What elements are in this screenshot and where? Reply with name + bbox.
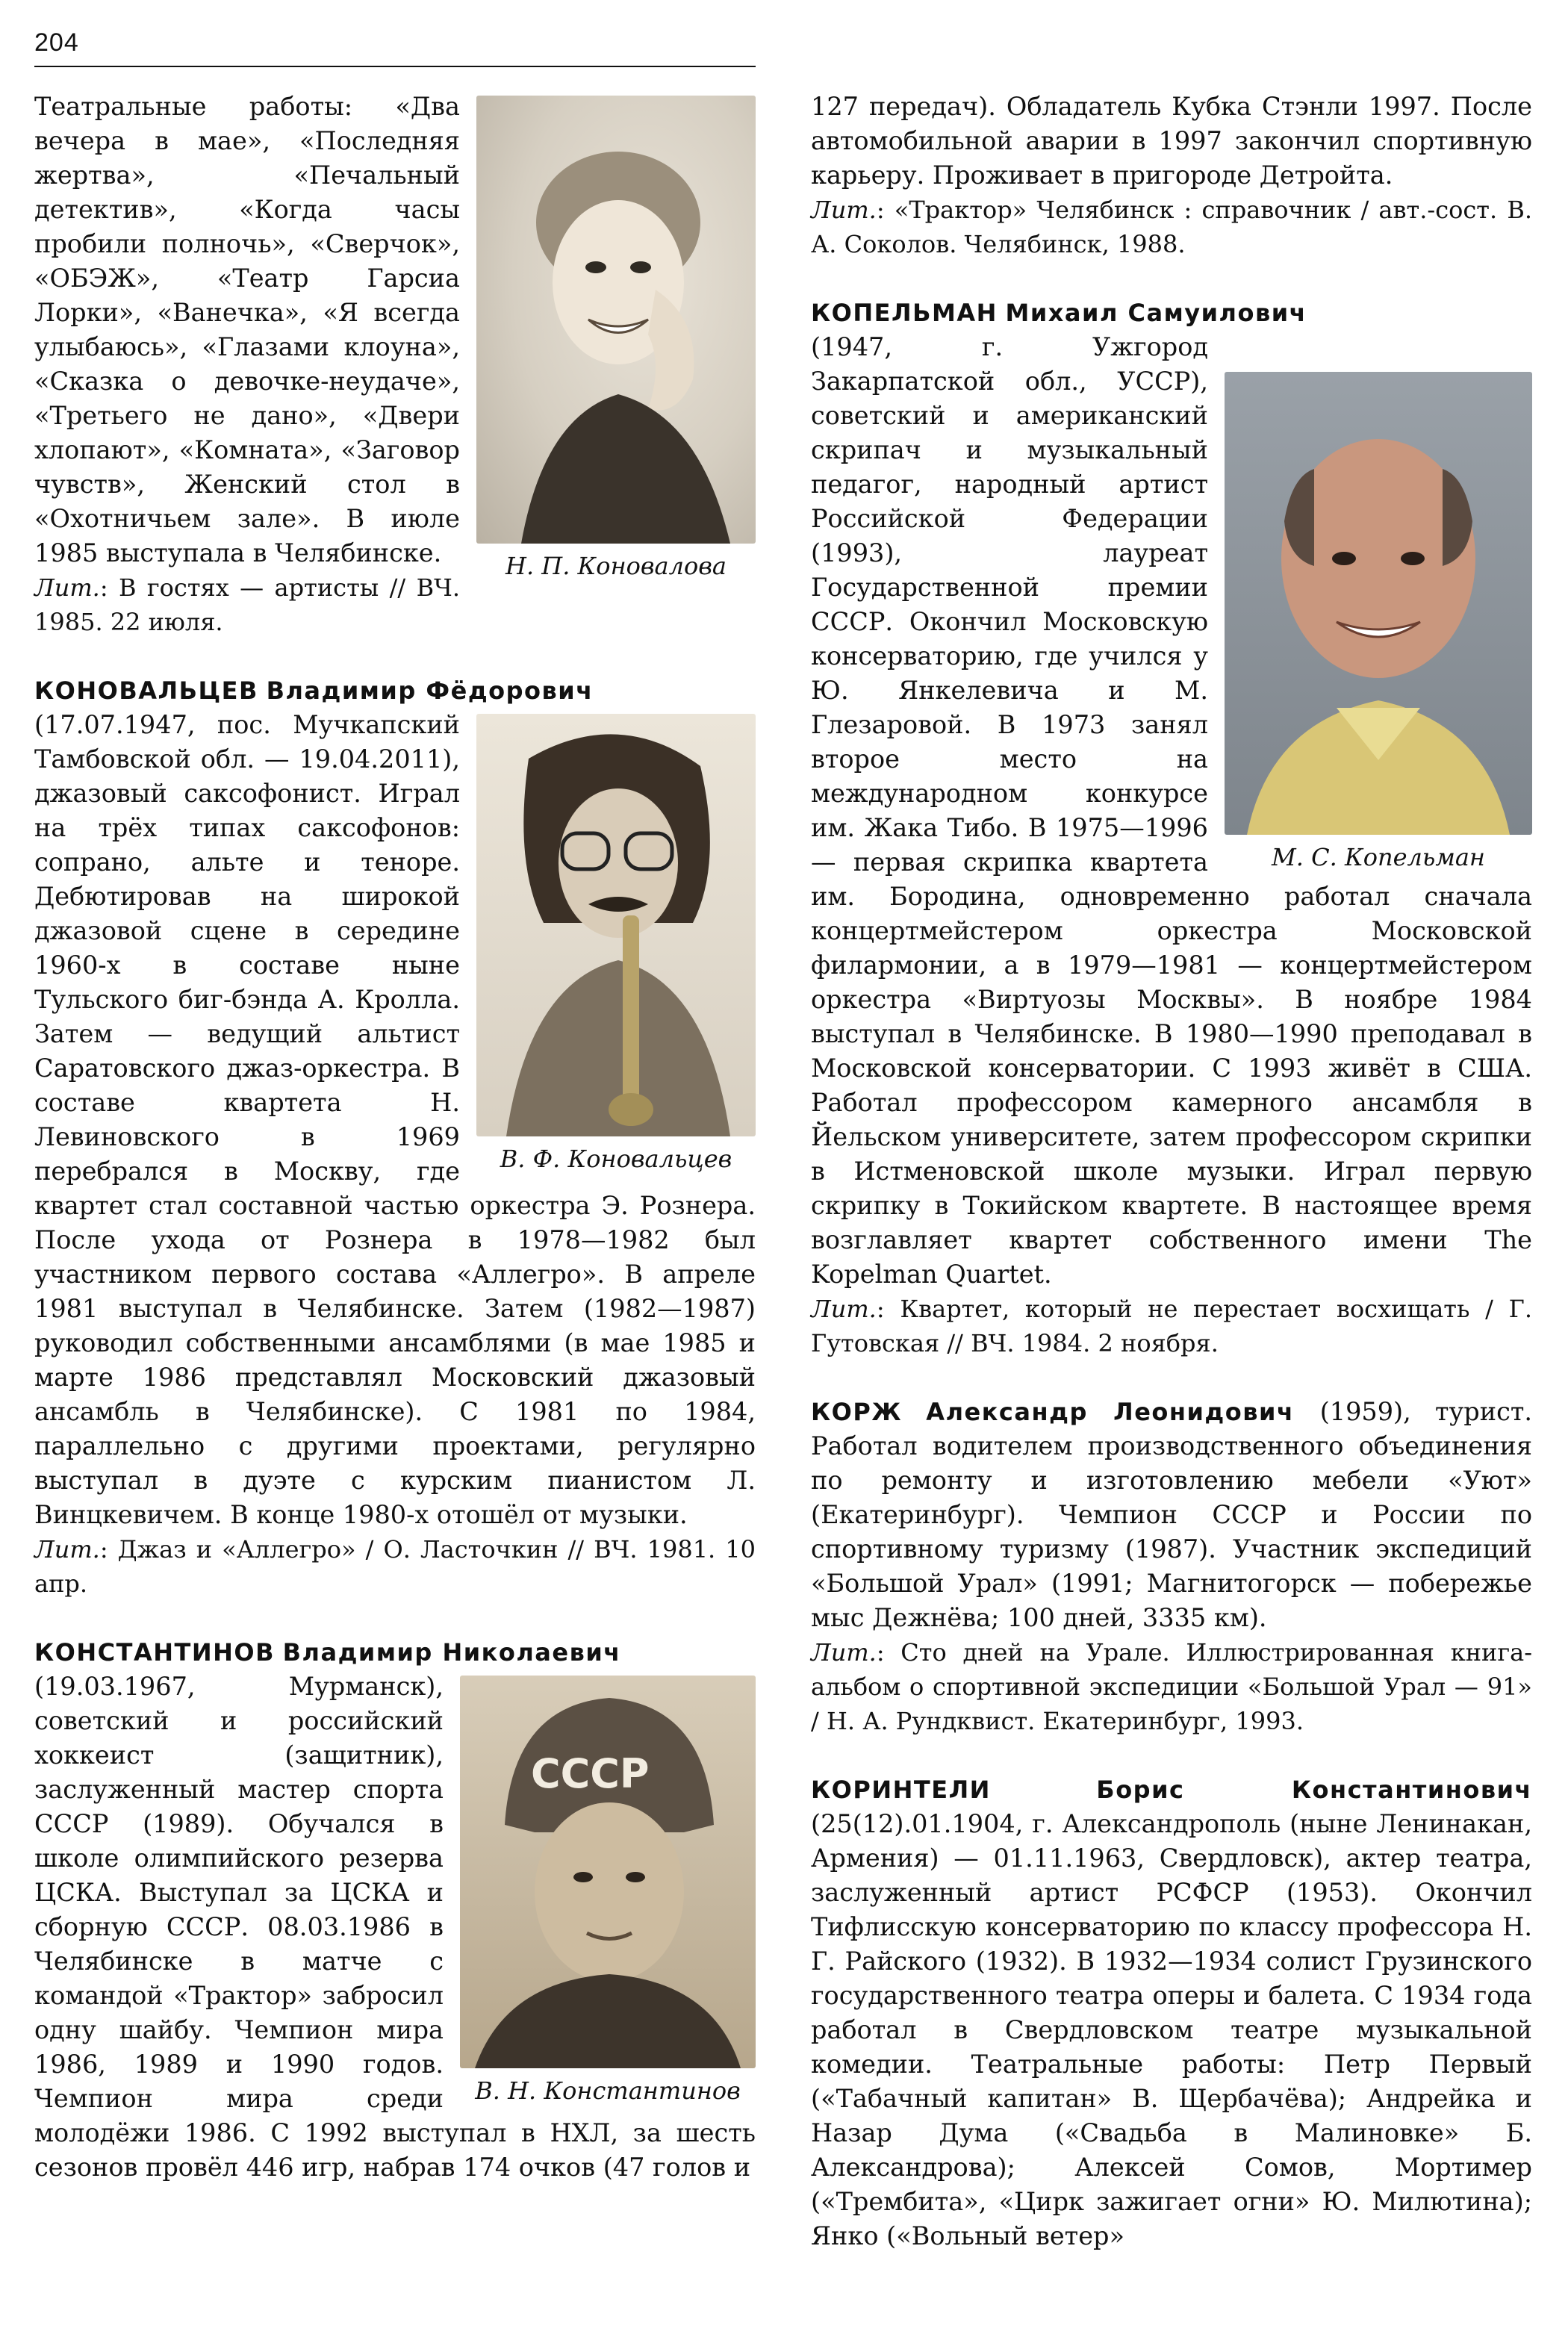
korzh-lit-label: Лит.: [811, 1638, 877, 1667]
korinteli-surname: КОРИНТЕЛИ: [811, 1776, 991, 1804]
konovaltsev-lit: [34, 1532, 756, 1601]
korzh-surname: КОРЖ: [811, 1398, 902, 1426]
kopelman-caption: М. С. Копельман: [1272, 843, 1485, 871]
photo-kopelman: [1225, 372, 1532, 872]
konstantinov-lit-text: : «Трактор» Челябинск : справочник / авт.-сост. В. А. Соколов. Челябинск, 1988.: [811, 196, 1532, 258]
entry-korzh: [811, 1395, 1532, 1635]
kopelman-lit-text: : Квартет, который не перестает восхищать / Г. Гутовская // ВЧ. 1984. 2 ноября.: [811, 1295, 1532, 1357]
kopelman-portrait-art: [1225, 372, 1532, 835]
entry-konstantinov: [34, 1635, 756, 1670]
konstantinov-portrait-art: [460, 1676, 756, 2068]
korzh-lit-text: : Сто дней на Урале. Иллюстрированная книга-альбом о спортивной экспедиции «Большой Урал — 91» / Н. А. Рундквист. Екатеринбург, 1993.: [811, 1638, 1532, 1735]
konovaltsev-lit-text: : Джаз и «Аллегро» / О. Ласточкин // ВЧ. 1981. 10 апр.: [34, 1535, 756, 1598]
photo-konovalova: [476, 96, 756, 581]
konovalova-caption: Н. П. Коновалова: [505, 552, 727, 580]
konstantinov-lit-label: Лит.: [811, 196, 877, 224]
konovaltsev-body: (17.07.1947, пос. Мучкапский Тамбовской обл. — 19.04.2011), джазовый саксофонист. Играл на трёх типах саксофонов: сопрано, альте и теноре. Дебютировав на широкой джазовой сцене в середине 1960-х в составе ныне Тульского биг-бэнда А. Кролла. Затем — ведущий альтист Саратовского джаз-оркестра. В составе квартета Н. Левиновского в 1969 перебрался в Москву, где квартет стал составной частью оркестра Э. Рознера. После ухода от Рознера в 1978—1982 был участником первого состава «Аллегро». В апреле 1981 выступал в Челябинске. Затем (1982—1987) руководил собственными ансамблями (в мае 1985 и марте 1986 представлял Московский джазовый ансамбль в Челябинске). С 1981 по 1984, параллельно с другими проектами, регулярно выступал в дуэте с курским пианистом Л. Винцкевичем. В конце 1980-х отошёл от музыки.: [34, 710, 756, 1529]
entry-kopelman: [811, 296, 1532, 330]
intro-lit-text: : В гостях — артисты // ВЧ. 1985. 22 июля.: [34, 573, 460, 636]
konstantinov-continuation: 127 передач). Обладатель Кубка Стэнли 1997. После автомобильной аварии в 1997 закончил спортивную карьеру. Проживает в пригороде Детройта.: [811, 92, 1532, 190]
konstantinov-body: (19.03.1967, Мурманск), советский и российский хоккеист (защитник), заслуженный мастер спорта СССР (1989). Обучался в школе олимпийского резерва ЦСКА. Выступал за ЦСКА и сборную СССР. 08.03.1986 в Челябинске в матче с командой «Трактор» забросил одну шайбу. Чемпион мира 1986, 1989 и 1990 годов. Чемпион мира среди молодёжи 1986. С 1992 выступал в НХЛ, за шесть сезонов провёл 446 игр, набрав 174 очков (47 голов и: [34, 1672, 756, 2182]
korzh-lit: [811, 1635, 1532, 1738]
korinteli-body: (25(12).01.1904, г. Александрополь (ныне Ленинакан, Армения) — 01.11.1963, Свердловск), актер театра, заслуженный артист РСФСР (1953). Окончил Тифлисскую консерваторию по классу профессора Н. Г. Райского (1932). В 1932—1934 солист Грузинского государственного театра оперы и балета. С 1934 года работал в Свердловском театре музыкальной комедии. Театральные работы: Петр Первый («Табачный капитан» В. Щербачёва); Андрейка и Назар Дума («Свадьба в Малиновке» Б. Александрова); Алексей Сомов, Мортимер («Трембита», «Цирк зажигает огни» Ю. Милютина); Янко («Вольный ветер»: [811, 1809, 1532, 2250]
konovaltsev-caption: В. Ф. Коновальцев: [500, 1145, 732, 1173]
intro-text: Театральные работы: «Два вечера в мае», «Последняя жертва», «Печальный детектив», «Когда часы пробили полночь», «Сверчок», «ОБЭЖ», «Театр Гарсиа Лорки», «Ванечка», «Я всегда улыбаюсь», «Глазами клоуна», «Сказка о девочке-неудаче», «Третьего не дано», «Двери хлопают», «Комната», «Заговор чувств», Женский стол в «Охотничьем зале». В июле 1985 выступала в Челябинске.: [34, 92, 460, 567]
korzh-given: Александр Леонидович: [926, 1398, 1320, 1426]
entry-konovaltsev: [34, 673, 756, 708]
left-column: [34, 90, 756, 2185]
kopelman-lit: [811, 1292, 1532, 1360]
konovaltsev-given: Владимир Фёдорович: [266, 676, 594, 705]
konovaltsev-lit-label: Лит.: [34, 1535, 100, 1564]
konstantinov-lit: [811, 193, 1532, 261]
kopelman-surname: КОПЕЛЬМАН: [811, 299, 998, 327]
header-rule: [34, 66, 756, 67]
kopelman-lit-label: Лит.: [811, 1295, 877, 1323]
konovalova-portrait-art: [476, 96, 756, 544]
konovaltsev-portrait: [476, 714, 756, 1136]
konstantinov-given: Владимир Николаевич: [282, 1638, 621, 1667]
page-number: 204: [34, 28, 79, 57]
kopelman-portrait: [1225, 372, 1532, 835]
kopelman-body: (1947, г. Ужгород Закарпатской обл., УССР), советский и американский скрипач и музыкальный педагог, народный артист Российской Федерации (1993), лауреат Государственной премии СССР. Окончил Московскую консерваторию, где учился у Ю. Янкелевича и М. Глезаровой. В 1973 занял второе место на международном конкурсе им. Жака Тибо. В 1975—1996 — первая скрипка квартета им. Бородина, одновременно работал сначала концертмейстером оркестра Московской филармонии, а в 1979—1981 — концертмейстером оркестра «Виртуозы Москвы». В ноябре 1984 выступал в Челябинске. В 1980—1990 преподавал в Московской консерватории. С 1993 живёт в США. Работал профессором камерного ансамбля в Йельском университете, затем профессором скрипки в Истменовской школе музыки. Играл первую скрипку в Токийском квартете. В настоящее время возглавляет квартет собственного имени The Kopelman Quartet.: [811, 332, 1532, 1289]
right-column: [811, 90, 1532, 2253]
konovalova-portrait: [476, 96, 756, 544]
konstantinov-surname: КОНСТАНТИНОВ: [34, 1638, 275, 1667]
entry-korinteli: [811, 1773, 1532, 2253]
korinteli-given: Борис Константинович: [1096, 1776, 1532, 1804]
konovaltsev-surname: КОНОВАЛЬЦЕВ: [34, 676, 258, 705]
helmet-text: СССР: [531, 1750, 650, 1797]
kopelman-given: Михаил Самуилович: [1005, 299, 1307, 327]
konstantinov-caption: В. Н. Константинов: [475, 2076, 741, 2105]
korzh-body: (1959), турист. Работал водителем производственного объединения по ремонту и изготовлению мебели «Уют» (Екатеринбург). Чемпион СССР и России по спортивному туризму (1987). Участник экспедиций «Большой Урал» (1991; Магнитогорск — побережье мыс Дежнёва; 100 дней, 3335 км).: [811, 1397, 1533, 1632]
photo-konstantinov: [460, 1676, 756, 2106]
intro-lit-label: Лит.: [34, 573, 100, 602]
konstantinov-portrait: [460, 1676, 756, 2068]
konovaltsev-portrait-art: [476, 714, 756, 1136]
photo-konovaltsev: [476, 714, 756, 1174]
